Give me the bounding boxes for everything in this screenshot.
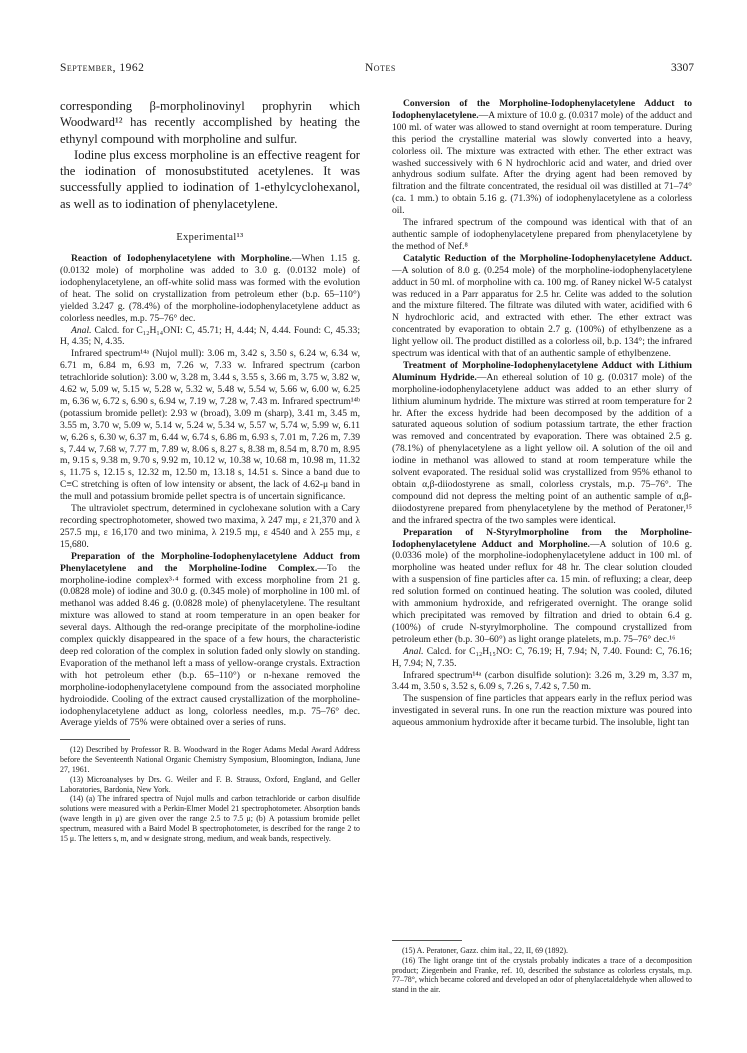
footnote: (14) (a) The infrared spectra of Nujol mulls and carbon tetrachloride or carbon disulfide solutions were measured with a Perkin-Elmer Model 21 spectrophotometer. Absorption bands (wave length in μ) are given over the range 2.5 to 7.5 μ; (b) A potassium bromide pellet spectrum, measured with a Baird Model B spectrophotometer, is described for the range 2 to 15 μ. The letters s, m, and w designate strong, medium, and weak bands, respectively. — [60, 794, 360, 843]
footnote: (13) Microanalyses by Drs. G. Weiler and F. B. Strauss, Oxford, England, and Geller Laboratories, Bardonia, New York. — [60, 774, 360, 794]
paragraph — [392, 360, 692, 527]
left-column — [60, 98, 360, 843]
paragraph-title: Reaction of Iodophenylacetylene with Morpholine. — [71, 253, 292, 265]
paragraph-title: Catalytic Reduction of the Morpholine-Iodophenylacetylene Adduct. — [403, 252, 692, 264]
header-section: Notes — [365, 62, 396, 74]
experimental-heading: Experimental¹³ — [176, 232, 244, 244]
paragraph — [60, 253, 360, 324]
running-header — [60, 62, 694, 78]
paragraph-title: Conversion of the Morpholine-Iodophenylacetylene Adduct to Iodophenylacetylene. — [392, 98, 692, 121]
paragraph-body: —When 1.15 g. (0.0132 mole) of morpholine was added to 3.0 g. (0.0132 mole) of iodophenylacetylene, an off-white solid mass was formed with the evolution of heat. The solid on crystallization from petroleum ether (b.p. 65–110°) yielded 3.247 g. (78.4%) of the morpholine-iodophenylacetylene adduct as colorless needles, m.p. 75–76° dec. — [60, 253, 360, 324]
paragraph: The suspension of fine particles that appears early in the reflux period was investigated in several runs. In one run the reaction mixture was poured into aqueous ammonium hydroxide after it became turbid. The insoluble, light tan — [392, 693, 692, 729]
analysis-label: Anal. — [403, 645, 424, 657]
paragraph: The ultraviolet spectrum, determined in cyclohexane solution with a Cary recording spectrophotometer, showed two maxima, λ 247 mμ, ε 21,370 and λ 257.5 mμ, ε 16,170 and two minima, λ 219.5 mμ, ε 4540 and λ 255 mμ, ε 15,680. — [60, 503, 360, 550]
paragraph-title: Preparation of the Morpholine-Iodophenylacetylene Adduct from Phenylacetylene and the Morpholine-Iodine Complex. — [60, 550, 360, 574]
paragraph: Infrared spectrum¹⁴ᵃ (carbon disulfide solution): 3.26 m, 3.29 m, 3.37 m, 3.44 m, 3.50 s, 3.52 s, 6.09 s, 7.26 s, 7.42 s, 7.50 m. — [392, 669, 692, 693]
paragraph-body: Calcd. for C₁₂H₁₅NO: C, 76.19; H, 7.94; N, 7.40. Found: C, 76.16; H, 7.94; N, 7.35. — [392, 645, 692, 669]
paragraph — [392, 98, 692, 217]
paragraph — [392, 527, 692, 646]
paragraph-body: —A solution of 8.0 g. (0.254 mole) of the morpholine-iodophenylacetylene adduct in 50 ml. of morpholine with ca. 100 mg. of Raney nickel W-5 catalyst was reduced in a Parr apparatus for 2.5 hr. Celite was added to the solution and the mixture filtered. The filtrate was diluted with water, acidified with 6 N hydrochloric acid, and extracted with ether. The ether extract was concentrated by evaporation to obtain 2.7 g. (100%) of ethylbenzene as a light yellow oil. The product distilled as a colorless oil, b.p. 134°; the infrared spectrum was identical with that of an authentic sample of ethylbenzene. — [392, 264, 692, 360]
paragraph-body: Calcd. for C₁₂H₁₄ONI: C, 45.71; H, 4.44; N, 4.44. Found: C, 45.33; H, 4.35; N, 4.35. — [60, 324, 360, 348]
footnote: (16) The light orange tint of the crystals probably indicates a trace of a decomposition product; Ziegenbein and Franke, ref. 10, described the substance as colorless crystals, m.p. 77–78°, which became colored and developed an odor of phenylacetaldehyde when allowed to stand in the air. — [392, 955, 692, 995]
right-footnotes — [392, 930, 692, 995]
paragraph — [392, 253, 692, 360]
footnote: (12) Described by Professor R. B. Woodward in the Roger Adams Medal Award Address before the Seventeenth National Organic Chemistry Symposium, Bloomington, Indiana, June 27, 1961. — [60, 745, 360, 774]
paragraph — [392, 646, 692, 670]
footnote: (15) A. Peratoner, Gazz. chim ital., 22, II, 69 (1892). — [402, 946, 568, 955]
paragraph — [60, 551, 360, 730]
header-date: September, 1962 — [60, 62, 145, 74]
paragraph-body: —A solution of 10.6 g. (0.0336 mole) of the morpholine-iodophenylacetylene adduct in 100 ml. of morpholine was heated under reflux for 48 hr. The clear solution clouded with a suspension of fine particles after ca. 15 min. of refluxing; a clear, deep red solution formed on continued heating. The solution was cooled, diluted with ammonium hydroxide, and refrigerated overnight. The orange solid which precipitated was removed by filtration and dried to obtain 6.4 g. (100%) of crude N-styrylmorpholine. The compound crystallized from petroleum ether (b.p. 30–60°) as light orange platelets, m.p. 75–76° dec.¹⁶ — [392, 538, 692, 645]
paragraph-body: —To the morpholine-iodine complex³·⁴ formed with excess morpholine from 21 g. (0.0828 mole) of iodine and 30.0 g. (0.345 mole) of morpholine in 100 ml. of methanol was added 8.46 g. (0.0828 mole) of phenylacetylene. The resultant mixture was allowed to stand at room temperature in an open beaker for several days. Although the red-orange precipitate of the morpholine-iodine complex quickly disappeared in the space of a few hours, the characteristic deep red coloration of the complex in solution faded only slowly on standing. Evaporation of the methanol left a mass of yellow-orange crystals. Extraction with hot petroleum ether (b.p. 65–110°) or n-hexane removed the morpholine-iodophenylacetylene compound from the associated morpholine hydroiodide. Cooling of the extract caused crystallization of the morpholine-iodophenylacetylene adduct as long, colorless needles, m.p. 75–76° dec. Average yields of 75% were obtained over a series of runs. — [60, 562, 360, 729]
paragraph-title: Preparation of N-Styrylmorpholine from the Morpholine-Iodophenylacetylene Adduct and Morpholine. — [392, 526, 692, 550]
right-column — [392, 98, 692, 729]
analysis-label: Anal. — [71, 324, 92, 336]
paragraph: The infrared spectrum of the compound was identical with that of an authentic sample of iodophenylacetylene prepared from phenylacetylene by the method of Nef.⁸ — [392, 217, 692, 252]
paragraph: Infrared spectrum¹⁴ᵃ (Nujol mull): 3.06 m, 3.42 s, 3.50 s, 6.24 w, 6.34 w, 6.71 m, 6.84 m, 6.93 m, 7.26 w, 7.33 w. Infrared spectrum (carbon tetrachloride solution): 3.00 w, 3.28 m, 3.44 s, 3.55 s, 3.66 m, 3.75 w, 3.82 w, 4.62 w, 5.09 w, 5.15 w, 5.28 w, 5.32 w, 5.48 w, 5.54 w, 5.66 w, 6.00 w, 6.25 m, 6.36 w, 6.72 s, 6.90 s, 6.94 w, 7.19 w, 7.28 w, 7.43 m. Infrared spectrum¹⁴ᵇ (potassium bromide pellet): 2.93 w (broad), 3.09 m (sharp), 3.41 m, 3.45 m, 3.55 m, 3.70 w, 5.09 w, 5.14 w, 5.24 w, 5.34 w, 5.57 w, 5.74 w, 5.99 w, 6.11 w, 6.26 s, 6.30 w, 6.37 m, 6.44 w, 6.74 s, 6.86 m, 6.93 s, 7.01 m, 7.26 m, 7.39 s, 7.44 w, 7.68 w, 7.77 m, 7.89 w, 8.06 s, 8.27 s, 8.38 m, 8.54 m, 8.70 m, 8.95 m, 9.15 s, 9.38 m, 9.70 s, 9.92 m, 10.12 w, 10.38 w, 10.68 m, 10.98 m, 11.32 s, 11.75 s, 12.15 s, 12.32 m, 12.50 m, 13.18 s, 14.51 s. Since a band due to C≡C stretching is often of low intensity or absent, the lack of 4.62-μ band in the mull and potassium bromide pellet spectra is of uncertain significance. — [60, 348, 360, 503]
paragraph — [60, 325, 360, 349]
footnote-rule — [60, 739, 130, 740]
paragraph-title: Treatment of Morpholine-Iodophenylacetylene Adduct with Lithium Aluminum Hydride. — [392, 359, 692, 383]
page-number: 3307 — [671, 62, 694, 74]
intro-paragraph: corresponding β-morpholinovinyl prophyrin which Woodward¹² has recently accomplished by heating the ethynyl compound with morpholine and sulfur. — [60, 99, 360, 146]
intro-paragraph: Iodine plus excess morpholine is an effective reagent for the iodination of monosubstituted acetylenes. It was successfully applied to iodination of 1-ethylcyclohexanol, as well as to iodination of phenylacetylene. — [60, 147, 360, 211]
paragraph-body: —A mixture of 10.0 g. (0.0317 mole) of the adduct and 100 ml. of water was allowed to stand overnight at room temperature. During this period the crystalline material was slowly converted into a heavy, colorless oil. The mixture was extracted with ether. The ether extract was washed successively with 6 N hydrochloric acid and water, and dried over anhydrous sodium sulfate. After the drying agent had been removed by filtration and the filtrate concentrated, the residual oil was distilled at 71–74° (ca. 1 mm.) to obtain 5.16 g. (71.3%) of iodophenylacetylene as a colorless oil. — [392, 109, 692, 217]
paragraph-body: —An ethereal solution of 10 g. (0.0317 mole) of the morpholine-iodophenylacetylene adduct was added to an ether slurry of lithium aluminum hydride. The mixture was stirred at room temperature for 2 hr. After the excess hydride had been decomposed by the addition of a saturated aqueous solution of sodium potassium tartrate, the ether fraction was removed and concentrated by evaporation. There was obtained 2.5 g. (78.1%) of phenylacetylene as a light yellow oil. A solution of the oil and iodine in methanol was allowed to stand at room temperature while the solvent evaporated. The residual solid was crystallized from 95% ethanol to obtain α,β-diiodostyrene as small, colorless crystals, m.p. 75–76°. The compound did not depress the melting point of an authentic sample of α,β-diiodostyrene prepared from phenylacetylene by the method of Peratoner,¹⁵ and the infrared spectra of the two samples were identical. — [392, 371, 692, 526]
footnote-rule — [392, 940, 462, 941]
